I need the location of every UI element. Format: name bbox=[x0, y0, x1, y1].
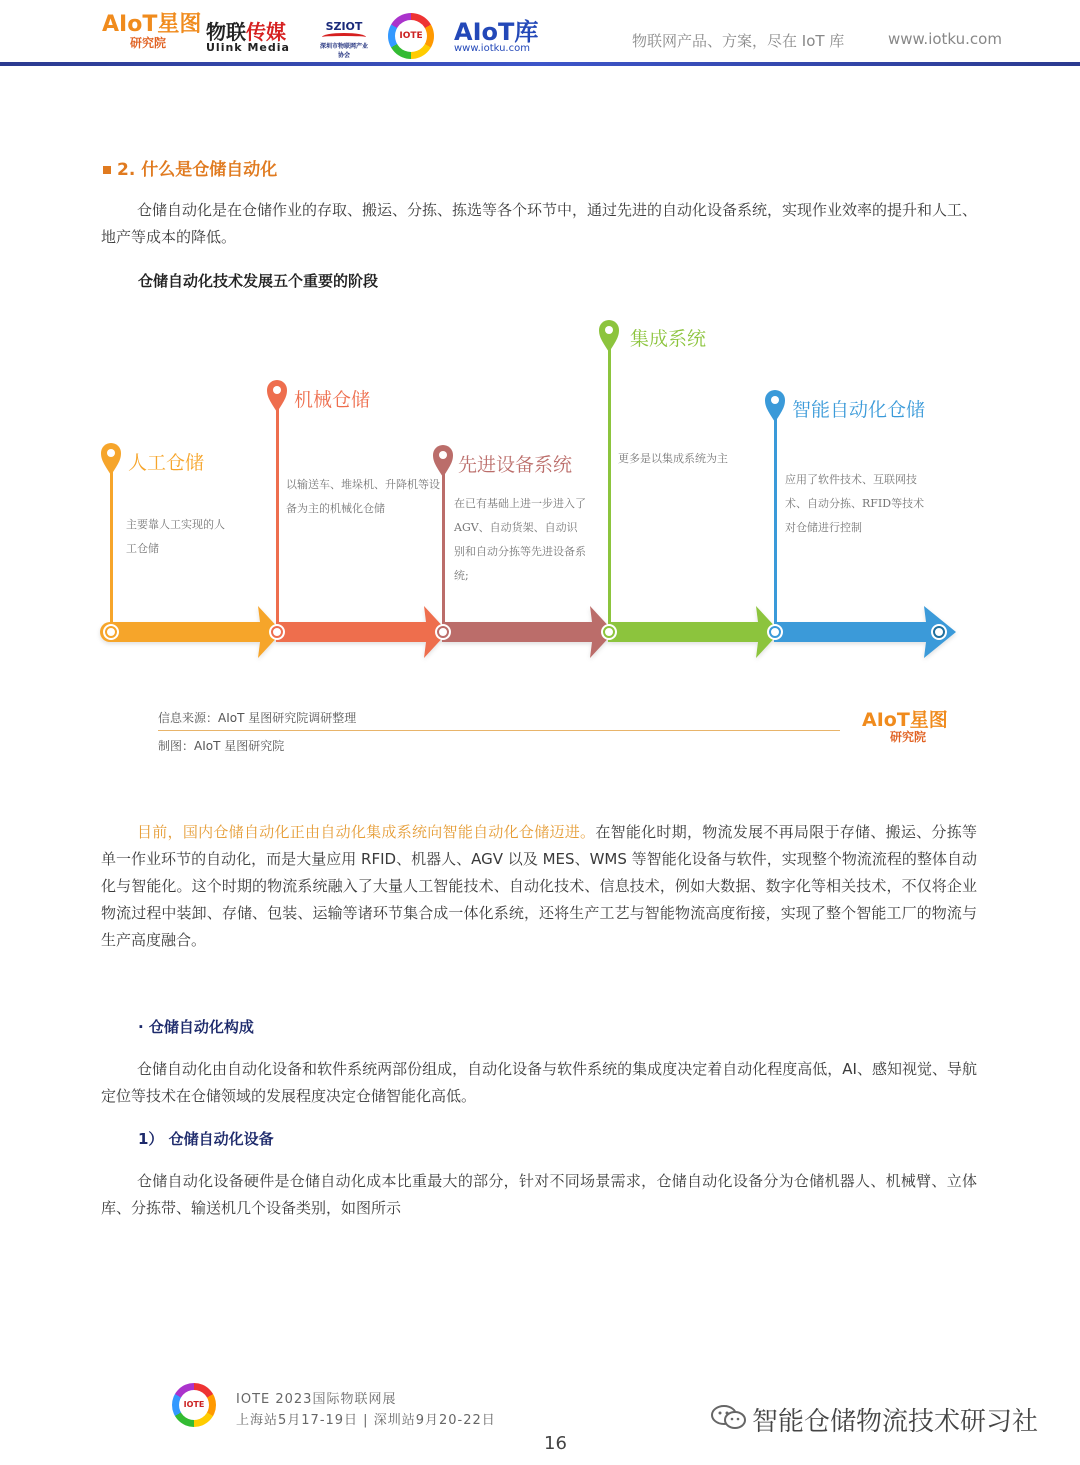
iotku-logo bbox=[454, 20, 538, 54]
page-header bbox=[0, 0, 1080, 68]
aiot-logo-sub: 研究院 bbox=[130, 36, 167, 50]
iote-footer-logo bbox=[172, 1383, 216, 1427]
stage-title-5: 智能自动化仓储 bbox=[792, 399, 926, 421]
header-slogan: 物联网产品、方案，尽在 IoT 库 bbox=[632, 32, 845, 50]
trend-body: 在智能化时期，物流发展不再局限于存储、搬运、分拣等单一作业环节的自动化，而是大量应用 RFID、机器人、AGV 以及 MES、WMS 等智能化设备与软件，实现整个物流流程的整体自动化与智能化。这个时期的物流系统融入了大量人工智能技术、自动化技术、信息技术，例如大数据、数字化等相关技术，不仅将企业物流过程中装卸、存储、包装、运输等诸环节集合成一体化系统，还将生产工艺与智能物流高度衔接，实现了整个智能工厂的物流与生产高度融合。 bbox=[101, 823, 977, 949]
pin-1 bbox=[101, 443, 121, 475]
node-3 bbox=[435, 624, 451, 640]
aiot-credit-logo bbox=[862, 710, 948, 744]
stage-desc-3: 在已有基础上进一步进入了 AGV、自动货架、自动识别和自动分拣等先进设备系统; bbox=[454, 497, 586, 582]
intro-paragraph: 仓储自动化是在仓储作业的存取、搬运、分拣、拣选等各个环节中，通过先进的自动化设备系统，实现作业效率的提升和人工、地产等成本的降低。 bbox=[101, 201, 978, 246]
iotku-logo-sub: www.iotku.com bbox=[454, 43, 530, 54]
trend-paragraph bbox=[101, 819, 977, 954]
header-url[interactable]: www.iotku.com bbox=[888, 30, 1002, 48]
node-4 bbox=[601, 624, 617, 640]
ulink-logo-text-b: 传媒 bbox=[246, 20, 286, 44]
chart-title: 仓储自动化技术发展五个重要的阶段 bbox=[138, 272, 379, 290]
wechat-icon bbox=[710, 1404, 748, 1430]
source-divider bbox=[158, 730, 840, 731]
stem-5 bbox=[774, 417, 777, 632]
composition-paragraph: 仓储自动化由自动化设备和软件系统两部份组成，自动化设备与软件系统的集成度决定着自动化程度高低，AI、感知视觉、导航定位等技术在仓储领域的发展程度决定仓储智能化高低。 bbox=[101, 1060, 977, 1105]
iotku-logo-text: AIoT库 bbox=[454, 18, 539, 46]
header-divider bbox=[0, 62, 1080, 66]
arrow-segment-1 bbox=[110, 606, 282, 658]
equipment-paragraph: 仓储自动化设备硬件是仓储自动化成本比重最大的部分，针对不同场景需求，仓储自动化设备分为仓储机器人、机械臂、立体库、分拣带、输送机几个设备类别，如图所示 bbox=[101, 1172, 977, 1217]
credit-logo-text: AIoT星图 bbox=[862, 709, 948, 731]
aiot-logo-text: AIoT星图 bbox=[102, 12, 202, 37]
sziot-logo-text: SZIOT bbox=[325, 20, 363, 33]
stage-desc-5: 应用了软件技术、互联网技术、自动分拣、RFID等技术对仓储进行控制 bbox=[785, 473, 925, 534]
equipment-title: 1） 仓储自动化设备 bbox=[138, 1130, 274, 1148]
stage-title-4: 集成系统 bbox=[630, 328, 707, 350]
stem-2 bbox=[276, 407, 279, 632]
footer-expo: IOTE 2023国际物联网展 bbox=[236, 1392, 397, 1407]
iote-footer-logo-text: IOTE bbox=[179, 1390, 209, 1420]
section-title bbox=[103, 155, 277, 180]
square-bullet-icon bbox=[103, 166, 111, 174]
stage-title-2: 机械仓储 bbox=[294, 389, 371, 411]
stage-timeline bbox=[90, 315, 970, 675]
credit-logo-sub: 研究院 bbox=[890, 730, 927, 744]
stage-desc-4: 更多是以集成系统为主 bbox=[618, 452, 728, 465]
pin-2 bbox=[267, 380, 287, 412]
arrow-segment-2 bbox=[276, 606, 448, 658]
stem-3 bbox=[442, 472, 445, 632]
ulink-logo-text-a: 物联 bbox=[206, 20, 246, 44]
pin-5 bbox=[765, 390, 785, 422]
section-title-text: 2. 什么是仓储自动化 bbox=[117, 160, 278, 180]
stage-desc-1: 主要靠人工实现的人工仓储 bbox=[126, 518, 225, 555]
trend-highlight: 目前，国内仓储自动化正由自动化集成系统向智能自动化仓储迈进。 bbox=[137, 823, 596, 841]
node-end bbox=[931, 624, 947, 640]
arrow-segment-5 bbox=[774, 606, 956, 658]
node-2 bbox=[269, 624, 285, 640]
chart-credit: 制图：AIoT 星图研究院 bbox=[158, 739, 285, 753]
sziot-logo-sub: 深圳市物联网产业协会 bbox=[319, 43, 368, 59]
pin-4 bbox=[599, 320, 619, 352]
aiot-logo bbox=[102, 14, 201, 50]
composition-title: · 仓储自动化构成 bbox=[138, 1018, 254, 1036]
ulink-logo-sub: Ulink Media bbox=[206, 41, 290, 54]
wechat-watermark bbox=[710, 1401, 1038, 1438]
footer-dates: 上海站5月17-19日 | 深圳站9月20-22日 bbox=[236, 1413, 496, 1428]
node-5 bbox=[767, 624, 783, 640]
stem-4 bbox=[608, 347, 611, 632]
iote-logo-text: IOTE bbox=[395, 20, 427, 52]
stage-desc-2: 以输送车、堆垛机、升降机等设备为主的机械化仓储 bbox=[286, 478, 440, 515]
page-number: 16 bbox=[544, 1433, 567, 1454]
chart-source: 信息来源：AIoT 星图研究院调研整理 bbox=[158, 711, 357, 725]
watermark-text: 智能仓储物流技术研习社 bbox=[752, 1407, 1039, 1437]
stem-1 bbox=[110, 470, 113, 632]
ulink-media-logo bbox=[206, 22, 290, 54]
sziot-logo bbox=[318, 20, 370, 59]
stage-title-1: 人工仓储 bbox=[128, 452, 205, 474]
node-1 bbox=[103, 624, 119, 640]
iote-logo bbox=[388, 13, 434, 59]
arrow-segment-3 bbox=[442, 606, 614, 658]
stage-title-3: 先进设备系统 bbox=[458, 454, 573, 476]
sziot-arc-icon bbox=[322, 33, 366, 41]
arrow-segment-4 bbox=[608, 606, 780, 658]
